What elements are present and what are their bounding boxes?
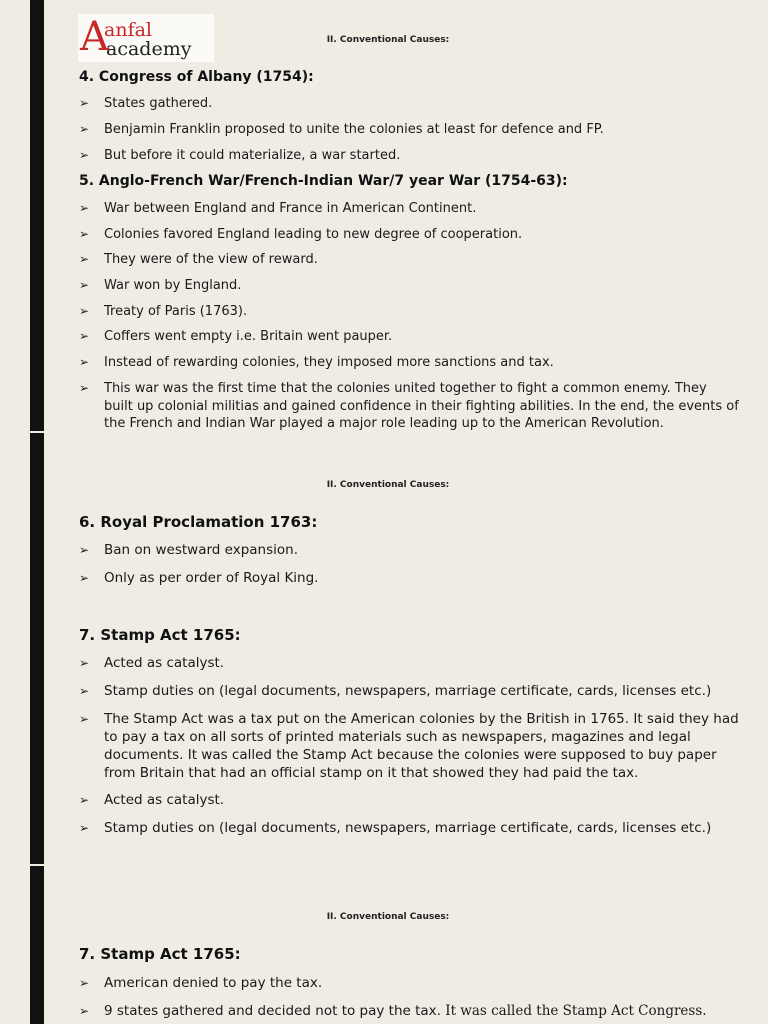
arrow-bullet-icon: ➢ xyxy=(79,821,90,835)
list-item: ➢ 9 states gathered and decided not to pay the tax. It was called the Stamp Act Congress. xyxy=(79,1003,707,1019)
logo-word-anfal: anfal xyxy=(104,19,153,41)
section-heading: 7. Stamp Act 1765: xyxy=(79,626,241,644)
list-item: ➢ Colonies favored England leading to new degree of cooperation. xyxy=(79,227,523,242)
arrow-bullet-icon: ➢ xyxy=(79,684,90,698)
arrow-bullet-icon: ➢ xyxy=(79,278,90,292)
slide-title: II. Conventional Causes: xyxy=(326,480,450,490)
arrow-bullet-icon: ➢ xyxy=(79,329,90,343)
list-item: ➢ War between England and France in American Continent. xyxy=(79,201,477,216)
arrow-bullet-icon: ➢ xyxy=(79,252,90,266)
slide-title: II. Conventional Causes: xyxy=(326,912,450,922)
list-item: ➢ Coffers went empty i.e. Britain went pauper. xyxy=(79,329,393,344)
arrow-bullet-icon: ➢ xyxy=(79,304,90,318)
arrow-bullet-icon: ➢ xyxy=(79,571,90,585)
arrow-bullet-icon: ➢ xyxy=(79,976,90,990)
list-item: ➢ War won by England. xyxy=(79,278,242,293)
arrow-bullet-icon: ➢ xyxy=(79,543,90,557)
list-item: ➢ American denied to pay the tax. xyxy=(79,975,323,991)
list-item: ➢ They were of the view of reward. xyxy=(79,252,318,267)
arrow-bullet-icon: ➢ xyxy=(79,1004,90,1018)
arrow-bullet-icon: ➢ xyxy=(79,148,90,162)
arrow-bullet-icon: ➢ xyxy=(79,355,90,369)
list-item: ➢ Stamp duties on (legal documents, newspapers, marriage certificate, cards, licenses etc.) xyxy=(79,820,712,836)
arrow-bullet-icon: ➢ xyxy=(79,381,90,395)
list-item: ➢ Ban on westward expansion. xyxy=(79,542,298,558)
arrow-bullet-icon: ➢ xyxy=(79,712,90,726)
arrow-bullet-icon: ➢ xyxy=(79,122,90,136)
section-heading: 4. Congress of Albany (1754): xyxy=(79,69,314,85)
list-item: ➢ This war was the first time that the colonies united together to fight a common enemy. They built up colonial militias and gained confidence in their fighting abilities. In the end, the events of the French and Indian War played a major role leading up to the American Revolution. xyxy=(79,381,739,431)
list-item: ➢ Treaty of Paris (1763). xyxy=(79,304,248,319)
arrow-bullet-icon: ➢ xyxy=(79,227,90,241)
list-item: ➢ But before it could materialize, a war started. xyxy=(79,148,401,163)
list-item: ➢ Instead of rewarding colonies, they imposed more sanctions and tax. xyxy=(79,355,554,370)
arrow-bullet-icon: ➢ xyxy=(79,96,90,110)
arrow-bullet-icon: ➢ xyxy=(79,201,90,215)
slide-divider xyxy=(30,864,44,866)
list-item: ➢ The Stamp Act was a tax put on the American colonies by the British in 1765. It said they had to pay a tax on all sorts of printed materials such as newspapers, magazines and legal documents. It was called the Stamp Act because the colonies were supposed to buy paper from Britain that had an official stamp on it that showed they had paid the tax. xyxy=(79,711,739,781)
logo-letter: A xyxy=(80,14,109,60)
section-heading: 5. Anglo-French War/French-Indian War/7 year War (1754-63): xyxy=(79,173,568,189)
section-heading: 7. Stamp Act 1765: xyxy=(79,945,241,963)
arrow-bullet-icon: ➢ xyxy=(79,793,90,807)
slide-title: II. Conventional Causes: xyxy=(326,35,450,45)
list-item: ➢ Benjamin Franklin proposed to unite the colonies at least for defence and FP. xyxy=(79,122,604,137)
list-item: ➢ Acted as catalyst. xyxy=(79,655,225,671)
list-item: ➢ Stamp duties on (legal documents, newspapers, marriage certificate, cards, licenses etc.) xyxy=(79,683,712,699)
list-item: ➢ Only as per order of Royal King. xyxy=(79,570,319,586)
list-item: ➢ Acted as catalyst. xyxy=(79,792,225,808)
slide-divider xyxy=(30,431,44,433)
logo-word-academy: academy xyxy=(106,38,192,60)
list-item: ➢ States gathered. xyxy=(79,96,213,111)
section-heading: 6. Royal Proclamation 1763: xyxy=(79,513,318,531)
left-margin-bar xyxy=(30,0,44,1024)
arrow-bullet-icon: ➢ xyxy=(79,656,90,670)
